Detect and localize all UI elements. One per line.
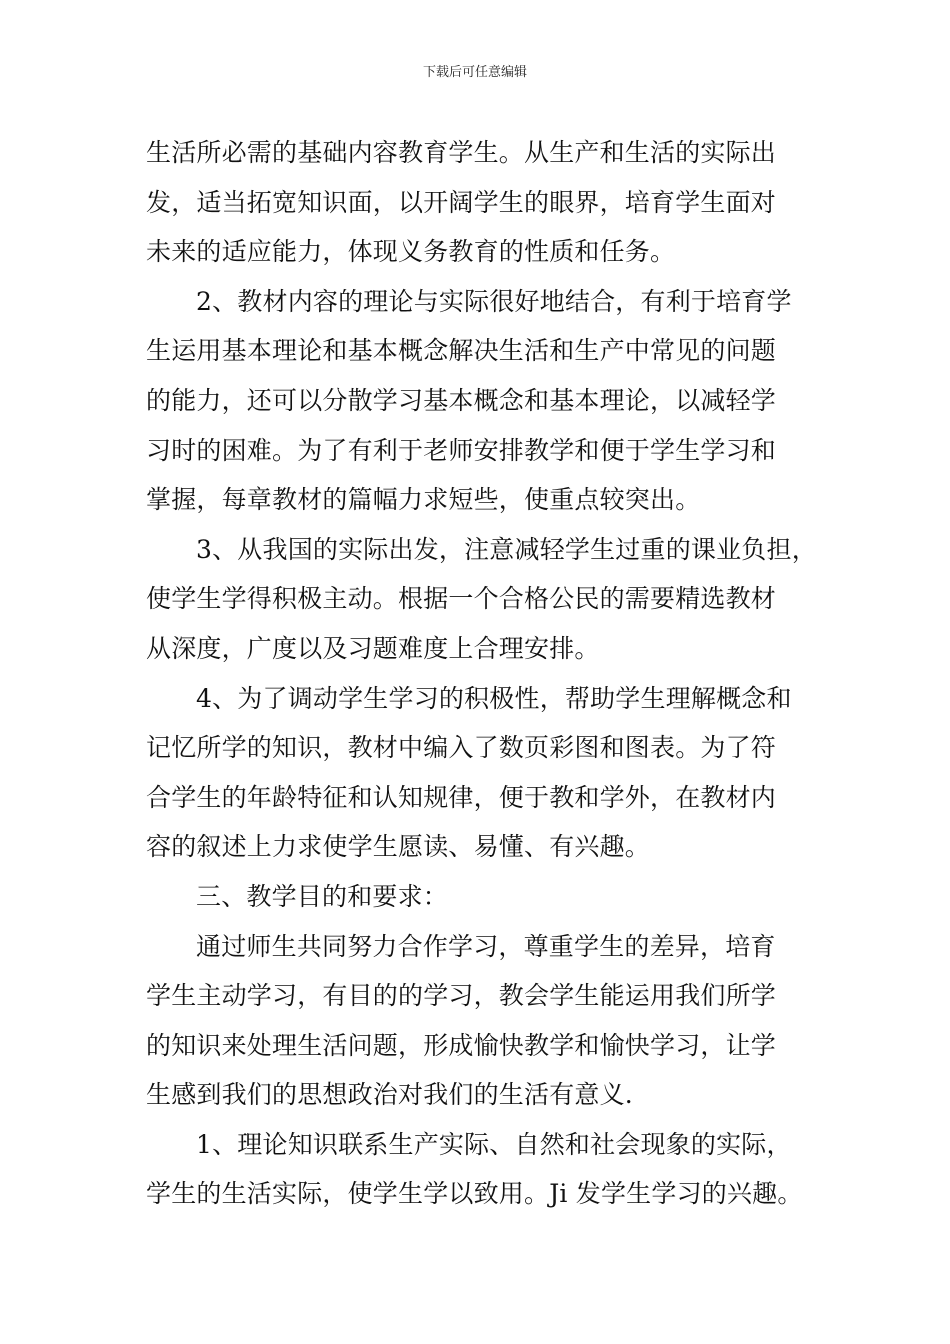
page-header-note: 下载后可任意编辑 bbox=[422, 65, 527, 80]
text-line: 生运用基本理论和基本概念解决生活和生产中常见的问题 bbox=[146, 336, 777, 366]
text-line: 3、从我国的实际出发，注意减轻学生过重的课业负担， bbox=[196, 534, 817, 564]
text-line: 的知识来处理生活问题，形成愉快教学和愉快学习，让学 bbox=[146, 1030, 777, 1060]
text-line: 学生主动学习，有目的的学习，教会学生能运用我们所学 bbox=[146, 981, 777, 1011]
text-line: 掌握，每章教材的篇幅力求短些，使重点较突出。 bbox=[146, 485, 701, 515]
text-line: 容的叙述上力求使学生愿读、易懂、有兴趣。 bbox=[146, 832, 651, 862]
text-line: 2、教材内容的理论与实际很好地结合，有利于培育学 bbox=[196, 286, 792, 316]
text-line: 习时的困难。为了有利于老师安排教学和便于学生学习和 bbox=[146, 435, 777, 465]
text-line: 生活所必需的基础内容教育学生。从生产和生活的实际出 bbox=[146, 138, 777, 167]
text-line: 的能力，还可以分散学习基本概念和基本理论，以减轻学 bbox=[146, 385, 777, 415]
text-line: 记忆所学的知识，教材中编入了数页彩图和图表。为了符 bbox=[146, 733, 777, 763]
text-line: 4、为了调动学生学习的积极性，帮助学生理解概念和 bbox=[196, 683, 792, 713]
document-body bbox=[146, 128, 826, 1219]
text-line: 学生的生活实际，使学生学以致用。Ji 发学生学习的兴趣。 bbox=[146, 1179, 803, 1209]
text-line: 使学生学得积极主动。根据一个合格公民的需要精选教材 bbox=[146, 584, 777, 614]
text-line: 从深度，广度以及习题难度上合理安排。 bbox=[146, 633, 600, 663]
text-line: 未来的适应能力，体现义务教育的性质和任务。 bbox=[146, 237, 676, 267]
text-line: 合学生的年龄特征和认知规律，便于教和学外，在教材内 bbox=[146, 782, 777, 812]
text-line: 1、理论知识联系生产实际、自然和社会现象的实际， bbox=[196, 1129, 792, 1159]
text-line: 三、教学目的和要求： bbox=[196, 881, 449, 911]
text-line: 生感到我们的思想政治对我们的生活有意义. bbox=[146, 1080, 633, 1110]
text-line: 发，适当拓宽知识面，以开阔学生的眼界，培育学生面对 bbox=[146, 187, 777, 217]
text-line: 通过师生共同努力合作学习，尊重学生的差异，培育 bbox=[196, 931, 776, 961]
